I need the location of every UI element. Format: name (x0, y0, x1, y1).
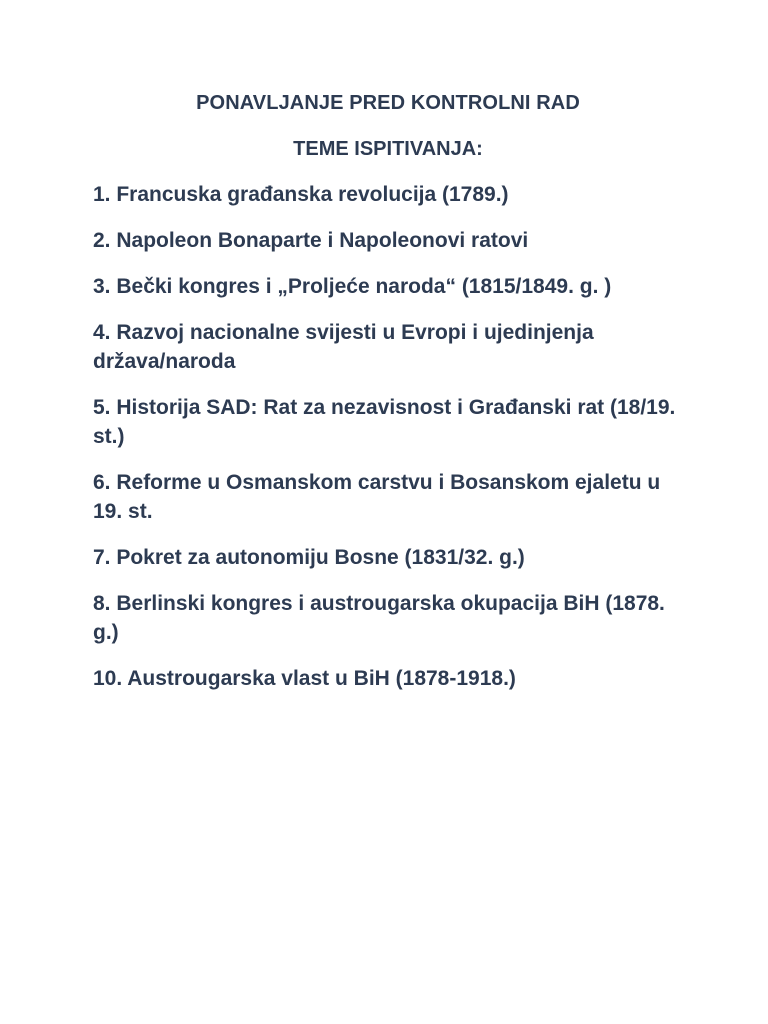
topic-item-2: 2. Napoleon Bonaparte i Napoleonovi ratovi (93, 229, 529, 252)
topic-item-3: 3. Bečki kongres i „Proljeće naroda“ (1815/1849. g. ) (93, 275, 612, 298)
topic-list (93, 180, 683, 693)
topic-item-10: 10. Austrougarska vlast u BiH (1878-1918.) (93, 667, 516, 690)
topic-item-7: 7. Pokret za autonomiju Bosne (1831/32. g.) (93, 546, 525, 569)
document-content (93, 88, 683, 710)
document-subtitle: TEME ISPITIVANJA: (293, 138, 483, 160)
topic-item-4: 4. Razvoj nacionalne svijesti u Evropi i ujedinjenja država/naroda (93, 321, 594, 373)
topic-item-8: 8. Berlinski kongres i austrougarska okupacija BiH (1878. g.) (93, 592, 665, 644)
topic-item-1: 1. Francuska građanska revolucija (1789.) (93, 183, 509, 206)
document-title: PONAVLJANJE PRED KONTROLNI RAD (196, 92, 580, 114)
topic-item-5: 5. Historija SAD: Rat za nezavisnost i Građanski rat (18/19. st.) (93, 396, 676, 448)
topic-item-6: 6. Reforme u Osmanskom carstvu i Bosanskom ejaletu u 19. st. (93, 471, 661, 523)
